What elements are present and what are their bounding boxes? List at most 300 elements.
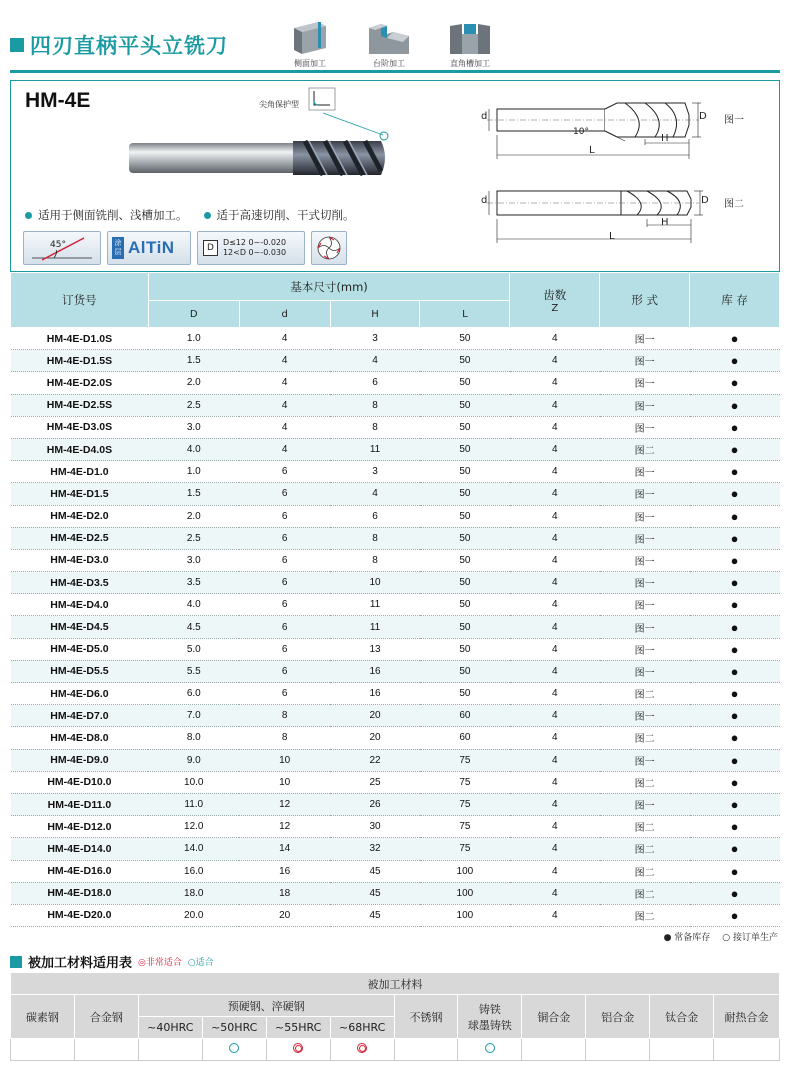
table-row: [11, 727, 780, 749]
bullet-icon: [25, 212, 32, 219]
coating-name: AlTiN: [128, 238, 175, 257]
cell-form: 图二: [600, 683, 690, 705]
table-row: [11, 860, 780, 882]
table-row: [11, 594, 780, 616]
side-milling-icon: [288, 20, 332, 56]
feature-item: 适用于侧面铣削、浅槽加工。: [25, 207, 188, 223]
cell-form: 图一: [600, 328, 690, 350]
operation-step: 台阶加工: [365, 20, 413, 69]
cell-L: 50: [420, 549, 510, 571]
cell-code: HM-4E-D3.0: [11, 549, 149, 571]
cell-L: 50: [420, 527, 510, 549]
cell-stock: ●: [690, 461, 780, 483]
cell-teeth: 4: [510, 882, 600, 904]
cell-stock: ●: [690, 771, 780, 793]
cell-H: 20: [330, 727, 420, 749]
cell-teeth: 4: [510, 838, 600, 860]
legend-suitable: ○适合: [187, 958, 214, 968]
cell-L: 50: [420, 438, 510, 460]
cell-D: 2.0: [148, 505, 239, 527]
page-header: [10, 30, 228, 60]
cell-H: 6: [330, 505, 420, 527]
cell-H: 45: [330, 860, 420, 882]
figure-1-label: 图一: [724, 115, 744, 126]
cell-D: 3.0: [148, 549, 239, 571]
cell-d: 12: [239, 816, 330, 838]
cell-code: HM-4E-D18.0: [11, 882, 149, 904]
cell-d: 8: [239, 705, 330, 727]
cell-form: 图二: [600, 904, 690, 926]
table-row: [11, 749, 780, 771]
cell-form: 图二: [600, 438, 690, 460]
four-flute-end-icon: [312, 232, 346, 264]
cell-code: HM-4E-D5.0: [11, 638, 149, 660]
cell-H: 13: [330, 638, 420, 660]
cell-L: 50: [420, 483, 510, 505]
mat-hrc-50: ~50HRC: [202, 1017, 266, 1039]
cell-code: HM-4E-D1.5S: [11, 350, 149, 372]
cell-form: 图一: [600, 660, 690, 682]
spec-badges: [23, 231, 353, 265]
cell-H: 26: [330, 793, 420, 815]
cell-H: 25: [330, 771, 420, 793]
materials-header-top: 被加工材料: [11, 973, 780, 995]
suitability-cell: [11, 1039, 75, 1061]
cell-D: 5.5: [148, 660, 239, 682]
cell-form: 图一: [600, 638, 690, 660]
cell-stock: ●: [690, 727, 780, 749]
cell-L: 50: [420, 683, 510, 705]
mat-copper: 铜合金: [522, 995, 586, 1039]
cell-stock: ●: [690, 394, 780, 416]
table-row: [11, 616, 780, 638]
cell-form: 图二: [600, 860, 690, 882]
cell-form: 图一: [600, 594, 690, 616]
header-L: L: [420, 301, 510, 328]
operation-side: 侧面加工: [286, 20, 334, 69]
cell-H: 16: [330, 660, 420, 682]
cell-form: 图一: [600, 372, 690, 394]
cell-D: 3.5: [148, 572, 239, 594]
table-row: [11, 572, 780, 594]
tolerance-d: D: [203, 240, 218, 256]
suitability-cell: [522, 1039, 586, 1061]
stock-legend: [664, 930, 778, 943]
cell-teeth: 4: [510, 416, 600, 438]
product-panel: [10, 80, 780, 272]
very-suitable-icon: [293, 1043, 303, 1053]
cell-d: 16: [239, 860, 330, 882]
cell-form: 图二: [600, 727, 690, 749]
materials-table: [10, 972, 780, 1061]
cell-L: 60: [420, 727, 510, 749]
mat-cast: 铸铁 球墨铸铁: [458, 995, 522, 1039]
cell-d: 6: [239, 594, 330, 616]
cell-H: 30: [330, 816, 420, 838]
cell-D: 3.0: [148, 416, 239, 438]
cell-H: 10: [330, 572, 420, 594]
cell-teeth: 4: [510, 749, 600, 771]
dim-L-fig2: L: [609, 231, 615, 242]
table-row: [11, 904, 780, 926]
coating-badge: [107, 231, 191, 265]
cell-L: 75: [420, 838, 510, 860]
legend-very-suitable: ◎非常适合: [138, 958, 182, 968]
cell-code: HM-4E-D12.0: [11, 816, 149, 838]
cell-stock: ●: [690, 527, 780, 549]
cell-H: 3: [330, 461, 420, 483]
cell-d: 4: [239, 438, 330, 460]
cell-code: HM-4E-D4.0S: [11, 438, 149, 460]
cell-L: 50: [420, 372, 510, 394]
cell-code: HM-4E-D4.5: [11, 616, 149, 638]
cell-L: 50: [420, 594, 510, 616]
header-stock: 库 存: [690, 273, 780, 328]
dim-d-fig2: d: [481, 195, 488, 206]
table-row: [11, 527, 780, 549]
cell-d: 6: [239, 638, 330, 660]
cell-D: 12.0: [148, 816, 239, 838]
suitability-cell: [330, 1039, 394, 1061]
cell-L: 50: [420, 328, 510, 350]
cell-code: HM-4E-D1.5: [11, 483, 149, 505]
cell-stock: ●: [690, 505, 780, 527]
cell-d: 4: [239, 416, 330, 438]
cell-D: 8.0: [148, 727, 239, 749]
cell-L: 100: [420, 904, 510, 926]
cell-d: 6: [239, 505, 330, 527]
mat-alloy: 合金钢: [74, 995, 138, 1039]
cell-stock: ●: [690, 683, 780, 705]
cell-D: 1.0: [148, 461, 239, 483]
cell-teeth: 4: [510, 771, 600, 793]
corner-detail-icon: [308, 87, 338, 113]
mat-hardened: 预硬钢、淬硬钢: [138, 995, 394, 1017]
cell-d: 6: [239, 527, 330, 549]
cell-stock: ●: [690, 372, 780, 394]
suitable-icon: [485, 1043, 495, 1053]
cell-H: 45: [330, 882, 420, 904]
suitability-cell: [74, 1039, 138, 1061]
figure-2-label: 图二: [724, 199, 744, 210]
cell-code: HM-4E-D11.0: [11, 793, 149, 815]
cell-teeth: 4: [510, 572, 600, 594]
cell-D: 11.0: [148, 793, 239, 815]
cell-form: 图一: [600, 527, 690, 549]
table-row: [11, 705, 780, 727]
cell-D: 6.0: [148, 683, 239, 705]
cell-teeth: 4: [510, 438, 600, 460]
cell-L: 75: [420, 771, 510, 793]
cell-teeth: 4: [510, 594, 600, 616]
cell-H: 8: [330, 394, 420, 416]
cell-H: 8: [330, 549, 420, 571]
suitable-icon: [229, 1043, 239, 1053]
helix-badge: [23, 231, 101, 265]
feature-list: [25, 207, 371, 223]
mat-stainless: 不锈钢: [394, 995, 458, 1039]
table-row: [11, 416, 780, 438]
suitability-cell: [202, 1039, 266, 1061]
cell-D: 10.0: [148, 771, 239, 793]
cell-H: 11: [330, 616, 420, 638]
cell-D: 7.0: [148, 705, 239, 727]
table-row: [11, 660, 780, 682]
cell-d: 4: [239, 328, 330, 350]
cell-D: 5.0: [148, 638, 239, 660]
corner-protect-label: 尖角保护型: [259, 100, 299, 109]
cell-stock: ●: [690, 350, 780, 372]
cell-stock: ●: [690, 328, 780, 350]
cell-form: 图二: [600, 771, 690, 793]
cell-teeth: 4: [510, 328, 600, 350]
cell-D: 1.0: [148, 328, 239, 350]
page-title: 四刃直柄平头立铣刀: [30, 34, 228, 58]
header-d: d: [239, 301, 330, 328]
cell-d: 6: [239, 483, 330, 505]
table-row: [11, 771, 780, 793]
dim-L-fig1: L: [589, 145, 595, 156]
cell-D: 4.0: [148, 594, 239, 616]
table-row: [11, 328, 780, 350]
cell-L: 50: [420, 505, 510, 527]
cell-code: HM-4E-D2.0: [11, 505, 149, 527]
cell-D: 2.5: [148, 394, 239, 416]
suitability-cell: [714, 1039, 780, 1061]
cell-H: 8: [330, 416, 420, 438]
cell-d: 20: [239, 904, 330, 926]
cell-L: 100: [420, 882, 510, 904]
cell-teeth: 4: [510, 638, 600, 660]
mat-titanium: 钛合金: [650, 995, 714, 1039]
cell-teeth: 4: [510, 683, 600, 705]
cell-H: 22: [330, 749, 420, 771]
cell-L: 50: [420, 416, 510, 438]
table-row: [11, 638, 780, 660]
mat-hrc-40: ~40HRC: [138, 1017, 202, 1039]
cell-H: 16: [330, 683, 420, 705]
cell-form: 图一: [600, 394, 690, 416]
tolerance-values: D≤12 0~-0.020 12<D 0~-0.030: [222, 238, 287, 257]
step-milling-icon: [367, 20, 411, 56]
table-row: [11, 483, 780, 505]
cell-L: 100: [420, 860, 510, 882]
cell-stock: ●: [690, 572, 780, 594]
cell-D: 4.5: [148, 616, 239, 638]
cell-H: 3: [330, 328, 420, 350]
cell-d: 4: [239, 350, 330, 372]
cell-stock: ●: [690, 483, 780, 505]
suitability-cell: [458, 1039, 522, 1061]
cell-d: 8: [239, 727, 330, 749]
cell-H: 11: [330, 438, 420, 460]
header-form: 形 式: [600, 273, 690, 328]
cell-form: 图二: [600, 816, 690, 838]
cell-d: 10: [239, 749, 330, 771]
cell-d: 4: [239, 394, 330, 416]
cell-D: 16.0: [148, 860, 239, 882]
cell-d: 12: [239, 793, 330, 815]
cell-D: 1.5: [148, 483, 239, 505]
cell-teeth: 4: [510, 372, 600, 394]
materials-title: 被加工材料适用表: [28, 956, 133, 971]
mat-hrc-68: ~68HRC: [330, 1017, 394, 1039]
cell-H: 45: [330, 904, 420, 926]
cell-teeth: 4: [510, 505, 600, 527]
cell-code: HM-4E-D2.0S: [11, 372, 149, 394]
title-marker: [10, 38, 24, 52]
cell-teeth: 4: [510, 461, 600, 483]
product-table: [10, 272, 780, 927]
header-code: 订货号: [11, 273, 149, 328]
suitability-cell: [138, 1039, 202, 1061]
mat-hrc-55: ~55HRC: [266, 1017, 330, 1039]
end-mill-image: [123, 131, 393, 201]
cell-L: 60: [420, 705, 510, 727]
cell-d: 6: [239, 660, 330, 682]
cell-teeth: 4: [510, 350, 600, 372]
cell-teeth: 4: [510, 527, 600, 549]
cell-d: 4: [239, 372, 330, 394]
legend-order: ○ 接订单生产: [722, 933, 778, 943]
table-body: [11, 328, 780, 927]
cell-form: 图一: [600, 572, 690, 594]
cell-code: HM-4E-D2.5S: [11, 394, 149, 416]
cell-form: 图一: [600, 793, 690, 815]
table-row: [11, 838, 780, 860]
cell-form: 图一: [600, 350, 690, 372]
cell-H: 32: [330, 838, 420, 860]
cell-code: HM-4E-D3.0S: [11, 416, 149, 438]
header-basic-dimensions: 基本尺寸(mm): [148, 273, 510, 301]
cell-code: HM-4E-D8.0: [11, 727, 149, 749]
cell-H: 4: [330, 483, 420, 505]
cell-d: 6: [239, 683, 330, 705]
cell-D: 2.5: [148, 527, 239, 549]
cell-code: HM-4E-D1.0S: [11, 328, 149, 350]
cell-code: HM-4E-D2.5: [11, 527, 149, 549]
cell-L: 50: [420, 660, 510, 682]
bullet-icon: [204, 212, 211, 219]
cell-teeth: 4: [510, 816, 600, 838]
cell-teeth: 4: [510, 660, 600, 682]
angle-label: 10°: [573, 127, 589, 137]
cell-teeth: 4: [510, 616, 600, 638]
cell-D: 14.0: [148, 838, 239, 860]
cell-D: 20.0: [148, 904, 239, 926]
cell-code: HM-4E-D10.0: [11, 771, 149, 793]
suitability-cell: [266, 1039, 330, 1061]
cell-teeth: 4: [510, 860, 600, 882]
header-teeth: 齿数 Z: [510, 273, 600, 328]
table-row: [11, 793, 780, 815]
cell-code: HM-4E-D1.0: [11, 461, 149, 483]
cell-H: 11: [330, 594, 420, 616]
cell-teeth: 4: [510, 793, 600, 815]
cell-code: HM-4E-D14.0: [11, 838, 149, 860]
helix-angle-label: 45°: [50, 240, 66, 250]
very-suitable-icon: [357, 1043, 367, 1053]
cell-d: 18: [239, 882, 330, 904]
cell-stock: ●: [690, 816, 780, 838]
header-divider: [10, 70, 780, 73]
header-H: H: [330, 301, 420, 328]
table-row: [11, 461, 780, 483]
table-row: [11, 350, 780, 372]
cell-stock: ●: [690, 638, 780, 660]
slot-milling-icon: [448, 20, 492, 56]
table-row: [11, 438, 780, 460]
table-row: [11, 816, 780, 838]
mat-carbon: 碳素钢: [11, 995, 75, 1039]
dim-d-fig1: d: [481, 111, 488, 122]
cell-D: 1.5: [148, 350, 239, 372]
cell-H: 4: [330, 350, 420, 372]
tolerance-badge: [197, 231, 305, 265]
cell-form: 图一: [600, 549, 690, 571]
cell-d: 14: [239, 838, 330, 860]
cell-code: HM-4E-D20.0: [11, 904, 149, 926]
cell-teeth: 4: [510, 904, 600, 926]
cell-D: 9.0: [148, 749, 239, 771]
cell-form: 图一: [600, 505, 690, 527]
cell-stock: ●: [690, 660, 780, 682]
cell-teeth: 4: [510, 727, 600, 749]
cell-form: 图一: [600, 416, 690, 438]
cell-L: 75: [420, 816, 510, 838]
dim-H-fig2: H: [661, 217, 669, 228]
cell-stock: ●: [690, 838, 780, 860]
cell-d: 6: [239, 616, 330, 638]
operation-slot: 直角槽加工: [446, 20, 494, 69]
cell-L: 50: [420, 461, 510, 483]
header-D: D: [148, 301, 239, 328]
cell-teeth: 4: [510, 705, 600, 727]
cell-L: 75: [420, 749, 510, 771]
cell-H: 6: [330, 372, 420, 394]
cell-code: HM-4E-D4.0: [11, 594, 149, 616]
cell-form: 图一: [600, 461, 690, 483]
cell-L: 75: [420, 793, 510, 815]
model-name: HM-4E: [25, 89, 91, 112]
cell-code: HM-4E-D16.0: [11, 860, 149, 882]
suitability-row: [11, 1039, 780, 1061]
suitability-cell: [650, 1039, 714, 1061]
cell-stock: ●: [690, 416, 780, 438]
cell-stock: ●: [690, 793, 780, 815]
cell-stock: ●: [690, 705, 780, 727]
cell-H: 20: [330, 705, 420, 727]
cell-form: 图一: [600, 483, 690, 505]
coating-tag: 涂层: [112, 237, 124, 259]
cell-teeth: 4: [510, 394, 600, 416]
cell-stock: ●: [690, 904, 780, 926]
cell-L: 50: [420, 394, 510, 416]
feature-item: 适于高速切削、干式切削。: [204, 207, 355, 223]
cell-H: 8: [330, 527, 420, 549]
cell-L: 50: [420, 350, 510, 372]
cell-form: 图一: [600, 616, 690, 638]
cell-L: 50: [420, 638, 510, 660]
table-row: [11, 882, 780, 904]
cell-D: 18.0: [148, 882, 239, 904]
mat-heat: 耐热合金: [714, 995, 780, 1039]
end-view-badge: [311, 231, 347, 265]
cell-code: HM-4E-D5.5: [11, 660, 149, 682]
cell-stock: ●: [690, 749, 780, 771]
dim-H-fig1: H: [661, 133, 669, 144]
cell-stock: ●: [690, 438, 780, 460]
